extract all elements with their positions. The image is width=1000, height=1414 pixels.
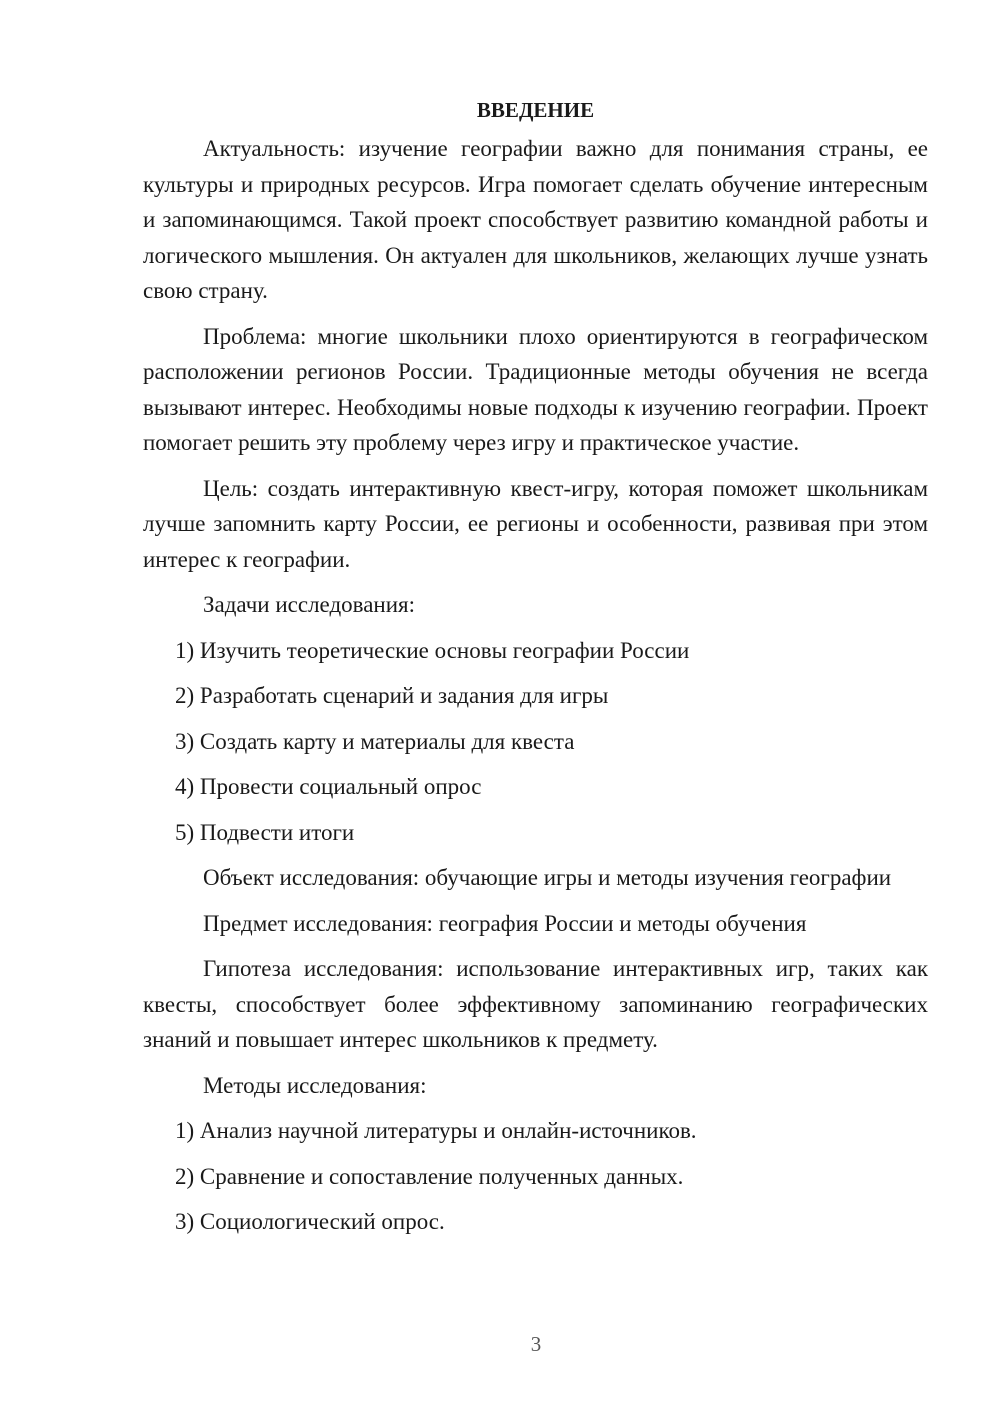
section-heading: ВВЕДЕНИЕ [476, 98, 595, 122]
tasks-list [143, 633, 928, 851]
methods-title: Методы исследования: [203, 1072, 427, 1098]
method-item: 3) Социологический опрос. [175, 1209, 445, 1234]
task-item: 5) Подвести итоги [175, 819, 355, 845]
methods-list [143, 1113, 928, 1240]
page-number: 3 [530, 1332, 542, 1356]
task-item: 1) Изучить теоретические основы географии России [175, 637, 690, 663]
task-item: 3) Создать карту и материалы для квеста [175, 728, 575, 754]
relevance-paragraph: Актуальность: изучение географии важно для понимания страны, ее культуры и природных ресурсов. Игра помогает сделать обучение интересным и запоминающимся. Такой проект способствует развитию командной работы и логического мышления. Он актуален для школьников, желающих лучше узнать свою страну. [143, 136, 928, 303]
page-content [143, 96, 928, 1250]
subject-paragraph: Предмет исследования: география России и методы обучения [203, 910, 807, 936]
method-item: 1) Анализ научной литературы и онлайн-источников. [175, 1118, 697, 1143]
hypothesis-paragraph: Гипотеза исследования: использование интерактивных игр, таких как квесты, способствует более эффективному запоминанию географических знаний и повышает интерес школьников к предмету. [143, 956, 928, 1052]
object-paragraph: Объект исследования: обучающие игры и методы изучения географии [203, 865, 892, 890]
goal-paragraph: Цель: создать интерактивную квест-игру, которая поможет школьникам лучше запомнить карту России, ее регионы и особенности, развивая при этом интерес к географии. [143, 475, 928, 572]
task-item: 4) Провести социальный опрос [175, 774, 482, 799]
problem-paragraph: Проблема: многие школьники плохо ориентируются в географическом расположении регионов России. Традиционные методы обучения не всегда вызывают интерес. Необходимы новые подходы к изучению географии. Проект помогает решить эту проблему через игру и практическое участие. [143, 323, 928, 455]
method-item: 2) Сравнение и сопоставление полученных данных. [175, 1163, 684, 1189]
tasks-title: Задачи исследования: [203, 592, 416, 617]
task-item: 2) Разработать сценарий и задания для игры [175, 683, 609, 708]
